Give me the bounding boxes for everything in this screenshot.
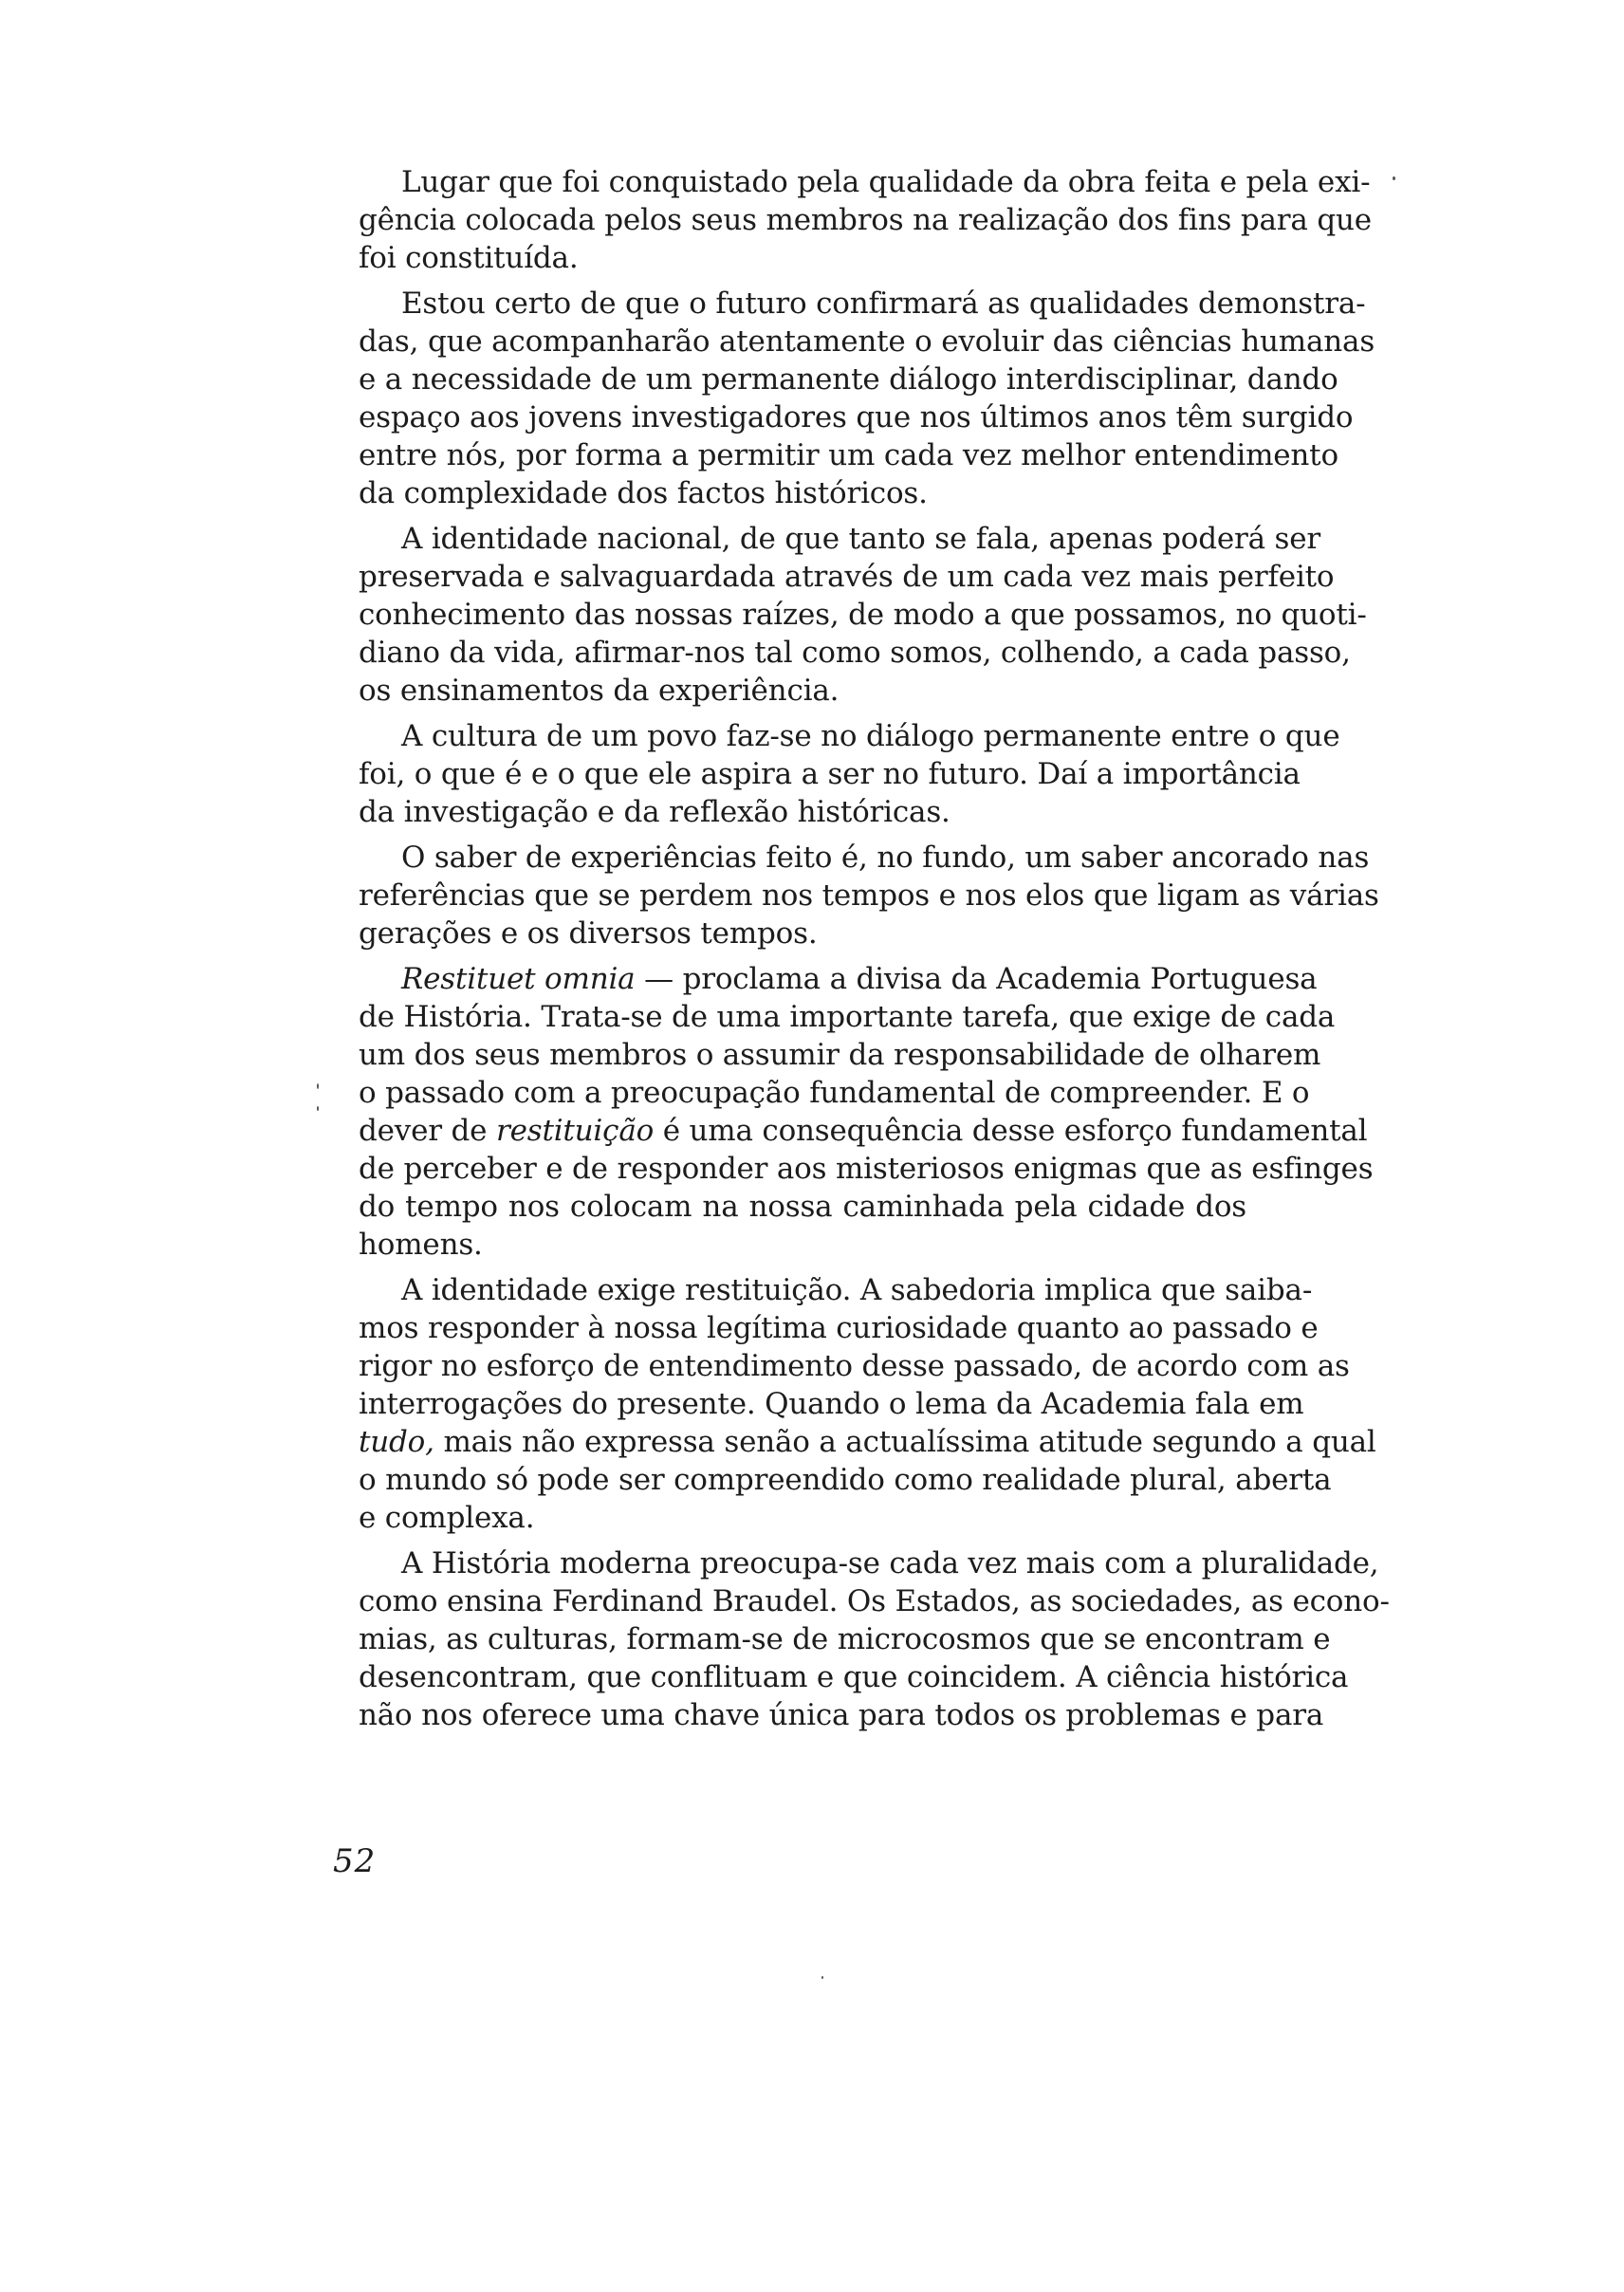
text-line: um dos seus membros o assumir da responsabilidade de olharem bbox=[359, 1038, 1321, 1072]
paragraph bbox=[359, 960, 1374, 1264]
text-run: — proclama a divisa da Academia Portuguesa bbox=[635, 962, 1318, 996]
text-line: mias, as culturas, formam-se de microcosmos que se encontram e bbox=[359, 1622, 1331, 1656]
text-line: como ensina Ferdinand Braudel. Os Estados, as sociedades, as econo- bbox=[359, 1584, 1390, 1618]
text-line: homens. bbox=[359, 1228, 483, 1262]
text-line bbox=[359, 960, 1318, 998]
text-run: é uma consequência desse esforço fundamental bbox=[654, 1114, 1368, 1148]
text-line: O saber de experiências feito é, no fundo, um saber ancorado nas bbox=[401, 841, 1370, 875]
text-line: referências que se perdem nos tempos e nos elos que ligam as várias bbox=[359, 878, 1379, 913]
italic-phrase: Restituet omnia bbox=[401, 962, 636, 996]
italic-phrase: tudo, bbox=[359, 1425, 434, 1459]
paragraph bbox=[359, 520, 1367, 710]
text-line bbox=[359, 1423, 1376, 1461]
text-line: desencontram, que conflituam e que coincidem. A ciência histórica bbox=[359, 1660, 1349, 1694]
paragraph bbox=[359, 285, 1375, 512]
text-line: do tempo nos colocam na nossa caminhada pela cidade dos bbox=[359, 1190, 1246, 1224]
text-line: A identidade exige restituição. A sabedoria implica que saiba- bbox=[401, 1273, 1313, 1307]
paragraph bbox=[359, 717, 1340, 831]
text-line: os ensinamentos da experiência. bbox=[359, 674, 840, 708]
text-run: dever de bbox=[359, 1114, 496, 1148]
paragraph bbox=[359, 1271, 1376, 1537]
text-line: o passado com a preocupação fundamental de compreender. E o bbox=[359, 1076, 1310, 1110]
text-line: espaço aos jovens investigadores que nos últimos anos têm surgido bbox=[359, 400, 1354, 434]
text-line: de História. Trata-se de uma importante tarefa, que exige de cada bbox=[359, 1000, 1336, 1034]
text-line: A História moderna preocupa-se cada vez mais com a pluralidade, bbox=[401, 1546, 1379, 1580]
text-line: de perceber e de responder aos misteriosos enigmas que as esfinges bbox=[359, 1152, 1374, 1186]
paragraph bbox=[359, 1544, 1390, 1734]
text-line: da investigação e da reflexão históricas. bbox=[359, 795, 950, 829]
body-text bbox=[359, 163, 1390, 1742]
text-line: gência colocada pelos seus membros na realização dos fins para que bbox=[359, 203, 1372, 237]
text-line: das, que acompanharão atentamente o evoluir das ciências humanas bbox=[359, 324, 1375, 359]
text-line: não nos oferece uma chave única para todos os problemas e para bbox=[359, 1698, 1324, 1732]
text-line: entre nós, por forma a permitir um cada vez melhor entendimento bbox=[359, 438, 1338, 472]
paragraph bbox=[359, 163, 1372, 277]
text-line bbox=[359, 1112, 1368, 1150]
text-line: mos responder à nossa legítima curiosidade quanto ao passado e bbox=[359, 1311, 1319, 1345]
text-line: foi, o que é e o que ele aspira a ser no futuro. Daí a importância bbox=[359, 757, 1301, 791]
text-line: A identidade nacional, de que tanto se fala, apenas poderá ser bbox=[401, 522, 1321, 556]
text-line: preservada e salvaguardada através de um cada vez mais perfeito bbox=[359, 560, 1335, 594]
scan-speck bbox=[821, 1976, 823, 1979]
text-line: rigor no esforço de entendimento desse passado, de acordo com as bbox=[359, 1349, 1350, 1383]
italic-phrase: restituição bbox=[495, 1114, 655, 1148]
text-line: interrogações do presente. Quando o lema da Academia fala em bbox=[359, 1387, 1304, 1421]
text-line: foi constituída. bbox=[359, 241, 579, 275]
text-line: o mundo só pode ser compreendido como realidade plural, aberta bbox=[359, 1463, 1332, 1497]
text-line: Lugar que foi conquistado pela qualidade da obra feita e pela exi- bbox=[401, 165, 1371, 199]
text-line: A cultura de um povo faz-se no diálogo permanente entre o que bbox=[401, 719, 1340, 753]
scan-speck bbox=[317, 1083, 319, 1089]
page-number: 52 bbox=[333, 1842, 377, 1880]
text-line: gerações e os diversos tempos. bbox=[359, 916, 818, 951]
text-line: diano da vida, afirmar-nos tal como somos, colhendo, a cada passo, bbox=[359, 636, 1351, 670]
text-line: conhecimento das nossas raízes, de modo a que possamos, no quoti- bbox=[359, 598, 1367, 632]
text-line: e a necessidade de um permanente diálogo interdisciplinar, dando bbox=[359, 362, 1338, 397]
text-line: Estou certo de que o futuro confirmará as qualidades demonstra- bbox=[401, 286, 1366, 321]
text-line: e complexa. bbox=[359, 1501, 535, 1535]
text-line: da complexidade dos factos históricos. bbox=[359, 476, 928, 510]
scan-speck bbox=[1393, 176, 1395, 180]
paragraph bbox=[359, 839, 1379, 952]
text-run: mais não expressa senão a actualíssima atitude segundo a qual bbox=[434, 1425, 1376, 1459]
scan-speck bbox=[317, 1106, 319, 1111]
